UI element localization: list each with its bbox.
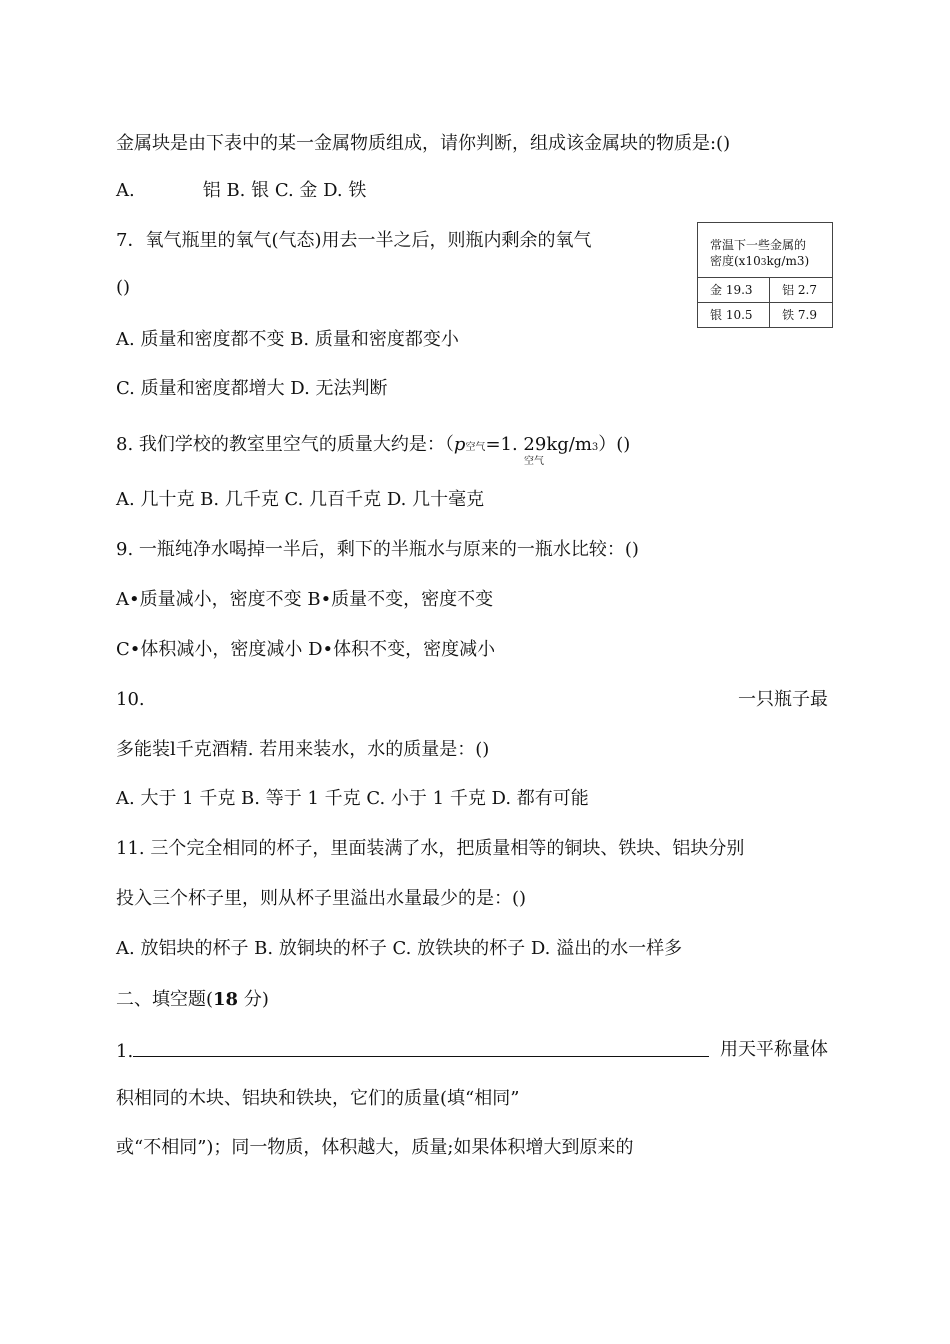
metal-density-table — [697, 222, 833, 328]
question-8-stem — [116, 433, 630, 460]
option-a-label: A. — [116, 180, 135, 201]
unit-exponent: 3 — [591, 442, 599, 453]
options-text: 铝 B. 银 C. 金 D. 铁 — [202, 180, 367, 201]
rho-subscript: 空气 — [465, 442, 486, 453]
section-heading-end: 分) — [238, 989, 269, 1010]
question-7-options-cd: C. 质量和密度都增大 D. 无法判断 — [116, 378, 388, 399]
table-cell-silver: 银 10.5 — [698, 303, 770, 328]
fill-in-1-number: 1. — [116, 1041, 134, 1062]
fill-in-1-stem: 积相同的木块、铝块和铁块，它们的质量(填“相同” — [116, 1088, 520, 1109]
caption-line-2: 密度(x103kg/m3) — [710, 254, 810, 268]
question-10-number: 10. — [116, 689, 145, 710]
density-table-caption — [698, 223, 833, 278]
question-6-stem: 金属块是由下表中的某一金属物质组成，请你判断，组成该金属块的物质是:() — [116, 133, 731, 154]
section-heading-text: 二、填空题( — [116, 989, 214, 1010]
question-7-options-ab: A. 质量和密度都不变 B. 质量和密度都变小 — [116, 329, 459, 350]
question-10-stem-start: 一只瓶子最 — [738, 689, 828, 710]
caption-line-1: 常温下一些金属的 — [710, 238, 807, 252]
question-9-stem: 9. 一瓶纯净水喝掉一半后，剩下的半瓶水与原来的一瓶水比较：() — [116, 539, 639, 560]
section-score: 18 — [213, 989, 239, 1010]
question-9-options-cd: C•体积减小，密度减小 D•体积不变，密度减小 — [116, 639, 496, 660]
question-11-stem: 11. 三个完全相同的杯子，里面装满了水，把质量相等的铜块、铁块、铝块分别 — [116, 838, 745, 859]
table-row — [698, 278, 833, 303]
fill-in-1-start — [116, 1038, 709, 1064]
question-6-options — [116, 179, 366, 203]
section-heading-fill-in — [116, 988, 269, 1012]
rho-symbol: p — [453, 434, 466, 455]
table-row — [698, 303, 833, 328]
table-cell-aluminum: 铝 2.7 — [770, 278, 833, 303]
answer-blank[interactable] — [133, 1038, 709, 1057]
fill-in-1-stem-start: 用天平称量体 — [720, 1039, 828, 1060]
question-10-options: A. 大于 1 千克 B. 等于 1 千克 C. 小于 1 千克 D. 都有可能 — [116, 788, 589, 809]
table-cell-iron: 铁 7.9 — [770, 303, 833, 328]
question-7-paren: () — [116, 277, 131, 298]
question-7-stem: 7．氧气瓶里的氧气(气态)用去一半之后，则瓶内剩余的氧气 — [116, 230, 592, 251]
table-cell-gold: 金 19.3 — [698, 278, 770, 303]
question-8-options: A. 几十克 B. 几千克 C. 几百千克 D. 几十毫克 — [116, 489, 485, 510]
density-value: =1. 29kg/m — [485, 434, 592, 455]
question-10-stem: 多能装l千克酒精. 若用来装水，水的质量是：() — [116, 739, 490, 760]
question-8-text: 8. 我们学校的教室里空气的质量大约是：（ — [116, 434, 454, 455]
formula-subscript-note: 空气 — [524, 456, 544, 467]
question-8-end: ）() — [598, 434, 631, 455]
question-11-options: A. 放铝块的杯子 B. 放铜块的杯子 C. 放铁块的杯子 D. 溢出的水一样多 — [116, 938, 683, 959]
question-9-options-ab: A•质量减小，密度不变 B•质量不变，密度不变 — [116, 589, 494, 610]
question-11-stem-cont: 投入三个杯子里，则从杯子里溢出水量最少的是：() — [116, 888, 527, 909]
fill-in-1-stem-cont: 或“不相同”)；同一物质，体积越大，质量;如果体积增大到原来的 — [116, 1137, 634, 1158]
